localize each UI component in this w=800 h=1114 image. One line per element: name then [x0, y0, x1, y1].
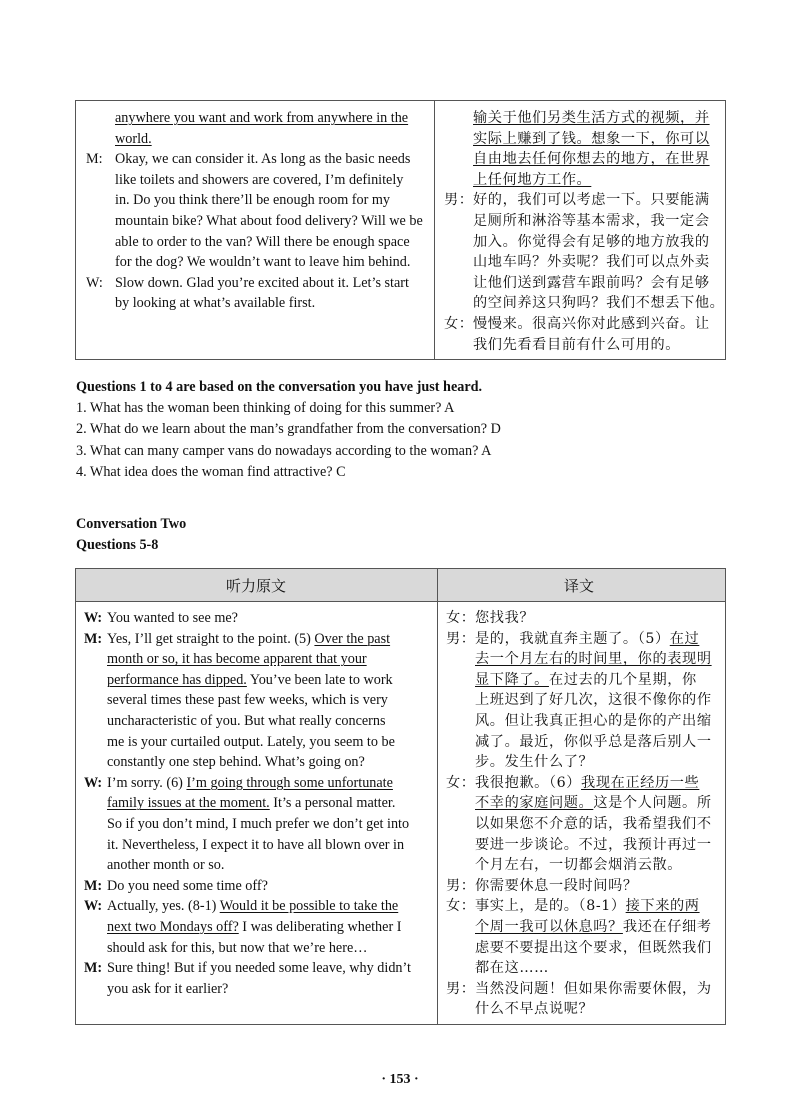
transcript-line: by looking at what’s available first. [115, 295, 316, 312]
column-divider [437, 569, 438, 1024]
dialogue-turn: M: Yes, I’ll get straight to the point. (5) Over the past month or so, it has become apparent that your performance has dipped. You’ve been late to work several times these past few weeks, which is very uncharacteristic of you. But what really concerns me is your curtailed output. Lately, you seem to be constantly one step behind. What’s going on? [84, 629, 430, 773]
question-item: 1. What has the woman been thinking of doing for this summer? A [76, 400, 455, 417]
speaker-label: M: [84, 630, 103, 647]
speaker-label: M: [84, 877, 103, 894]
transcript-line: So if you don’t mind, I much prefer we don’t get into [107, 815, 410, 832]
translation-line: 都在这…… [475, 960, 549, 977]
question-item: 4. What idea does the woman find attractive? C [76, 463, 346, 480]
translation-line: 虑要不要提出这个要求，但既然我们 [475, 939, 712, 956]
dialogue-turn: W: You wanted to see me? [84, 608, 430, 629]
speaker-label: 女： [444, 315, 474, 332]
transcript-line: me is your curtailed output. Lately, you seem to be [107, 733, 395, 750]
transcript-line: constantly one step behind. What’s going on? [107, 754, 365, 771]
dialogue-turn: 女：您找我？ [446, 608, 722, 629]
speaker-label: W: [84, 610, 103, 626]
dialogue-turn: M: Okay, we can consider it. As long as the basic needs like toilets and showers are covered, I’m definitely in. Do you think there’ll be enough room for my mountain bike? What about food delivery? Will we be able to order to the van? Will there be enough space for the dog? We wouldn’t want to leave him behind. [86, 149, 426, 273]
dialogue-turn [86, 108, 426, 149]
transcript-line: like toilets and showers are covered, I’m definitely [115, 171, 404, 188]
questions-section [76, 377, 501, 483]
dialogue-turn: 男：是的，我就直奔主题了。（5）在过 去一个月左右的时间里，你的表现明 显下降了。在过去的几个星期，你 上班迟到了好几次，这很不像你的作 风。但让我真正担心的是你的产出缩 减了。最近，你似乎总是落后别人一 步。发生什么了？ [446, 629, 722, 773]
transcript-line: mountain bike? What about food delivery? Will we be [115, 212, 423, 229]
translation-line: 自由地去任何你想去的地方，在世界 [473, 151, 710, 168]
translation-line: 要进一步谈论。不过，我预计再过一 [475, 836, 712, 853]
translation-line: 的空间养这只狗吗？我们不想丢下他。 [473, 295, 725, 312]
transcript-line: world. [115, 130, 152, 147]
column-divider [434, 101, 435, 359]
dialogue-turn: W: Slow down. Glad you’re excited about it. Let’s start by looking at what’s available first. [86, 273, 426, 314]
english-transcript [84, 608, 430, 999]
transcript-line: month or so, it has become apparent that your [107, 651, 367, 668]
speaker-label: 男： [446, 980, 476, 997]
speaker-label: 男： [446, 877, 476, 894]
speaker-label: M: [86, 151, 103, 168]
translation-line: 以如果您不介意的话，我希望我们不 [475, 815, 712, 832]
chinese-translation [446, 608, 722, 1020]
dialogue-turn: 男：当然没问题！但如果你需要休假，为 什么不早点说呢？ [446, 979, 722, 1020]
conversation-two-heading [76, 514, 186, 556]
speaker-label: W: [84, 898, 103, 915]
dialogue-turn: 女：事实上，是的。（8-1）接下来的两 个周一我可以休息吗？我还在仔细考 虑要不要提出这个要求，但既然我们 都在这…… [446, 896, 722, 978]
dialogue-turn: 女：我很抱歉。（6）我现在正经历一些 不幸的家庭问题。这是个人问题。所 以如果您不介意的话，我希望我们不 要进一步谈论。不过，我预计再过一 个月左右，一切都会烟消云散。 [446, 773, 722, 876]
speaker-label: 女： [446, 610, 476, 626]
transcript-line: in. Do you think there’ll be enough room for my [115, 192, 391, 209]
translation-line: 上班迟到了好几次，这很不像你的作 [475, 692, 712, 709]
dialogue-turn: W: I’m sorry. (6) I’m going through some unfortunate family issues at the moment. It’s a personal matter. So if you don’t mind, I much prefer we don’t get into it. Nevertheless, I expect it to have all blown over in another month or so. [84, 773, 430, 876]
dialogue-turn: 男：好的，我们可以考虑一下。只要能满 足厕所和淋浴等基本需求，我一定会 加入。你觉得会有足够的地方放我的 山地车吗？外卖呢？我们可以点外卖 让他们送到露营车跟前吗？会有足够 的空间养这只狗吗？我们不想丢下他。 [444, 190, 722, 314]
transcript-line: uncharacteristic of you. But what really concerns [107, 712, 386, 729]
translation-line: 足厕所和淋浴等基本需求，我一定会 [473, 212, 710, 229]
transcript-line: several times these past few weeks, which is very [107, 692, 388, 709]
translation-line: 我们先看看目前有什么可用的。 [473, 336, 681, 353]
transcript-line: able to order to the van? Will there be enough space [115, 233, 410, 250]
table-header [76, 569, 725, 602]
translation-line: 什么不早点说呢？ [475, 1001, 594, 1018]
dialogue-turn [444, 108, 722, 190]
translation-line: 实际上赚到了钱。想象一下，你可以 [473, 130, 710, 147]
dialogue-turn: 男：你需要休息一段时间吗？ [446, 876, 722, 897]
dialogue-turn: W: Actually, yes. (8-1) Would it be possible to take the next two Mondays off? I was deliberating whether I should ask for this, but now that we’re here… [84, 896, 430, 958]
dialogue-turn: M: Do you need some time off? [84, 876, 430, 897]
speaker-label: M: [84, 960, 103, 977]
transcript-line: another month or so. [107, 857, 225, 874]
translation-line: 上任何地方工作。 [473, 171, 592, 188]
transcript-line: you ask for it earlier? [107, 980, 229, 997]
speaker-label: W: [84, 774, 103, 791]
chinese-translation [444, 108, 725, 355]
translation-line: 去一个月左右的时间里，你的表现明 [475, 651, 712, 668]
translation-line: 风。但让我真正担心的是你的产出缩 [475, 712, 712, 729]
dialogue-turn: 女：慢慢来。很高兴你对此感到兴奋。让 我们先看看目前有什么可用的。 [444, 314, 722, 355]
translation-line: 加入。你觉得会有足够的地方放我的 [473, 233, 710, 250]
translation-line: 输关于他们另类生活方式的视频，并 [473, 110, 710, 126]
transcript-line: it. Nevertheless, I expect it to have all blown over in [107, 836, 405, 853]
translation-line: 步。发生什么了？ [475, 754, 594, 771]
english-transcript [86, 108, 426, 314]
question-item: 3. What can many camper vans do nowadays according to the woman? A [76, 442, 492, 459]
page-number: · 153 · [381, 1072, 419, 1087]
questions-heading: Questions 1 to 4 are based on the conversation you have just heard. [76, 379, 483, 395]
transcript-line: anywhere you want and work from anywhere in the [115, 110, 409, 126]
speaker-label: 女： [446, 774, 476, 791]
speaker-label: 男： [446, 630, 476, 647]
transcript-line: for the dog? We wouldn’t want to leave him behind. [115, 254, 411, 271]
translation-line: 减了。最近，你似乎总是落后别人一 [475, 733, 712, 750]
translation-line: 山地车吗？外卖呢？我们可以点外卖 [473, 254, 710, 271]
dialogue-turn: M: Sure thing! But if you needed some leave, why didn’t you ask for it earlier? [84, 958, 430, 999]
speaker-label: 女： [446, 898, 476, 915]
transcript-table-2 [75, 568, 726, 1025]
question-item: 2. What do we learn about the man’s grandfather from the conversation? D [76, 421, 501, 438]
speaker-label: W: [86, 274, 103, 291]
transcript-table-1 [75, 100, 726, 360]
transcript-line: should ask for this, but now that we’re here… [107, 939, 368, 956]
section-subtitle: Questions 5-8 [76, 537, 159, 554]
translation-line: 个月左右，一切都会烟消云散。 [475, 857, 683, 874]
translation-line: 让他们送到露营车跟前吗？会有足够 [473, 274, 710, 291]
header-translation: 译文 [564, 577, 595, 595]
section-title: Conversation Two [76, 516, 187, 532]
speaker-label: 男： [444, 192, 474, 209]
header-original-text: 听力原文 [226, 577, 287, 595]
